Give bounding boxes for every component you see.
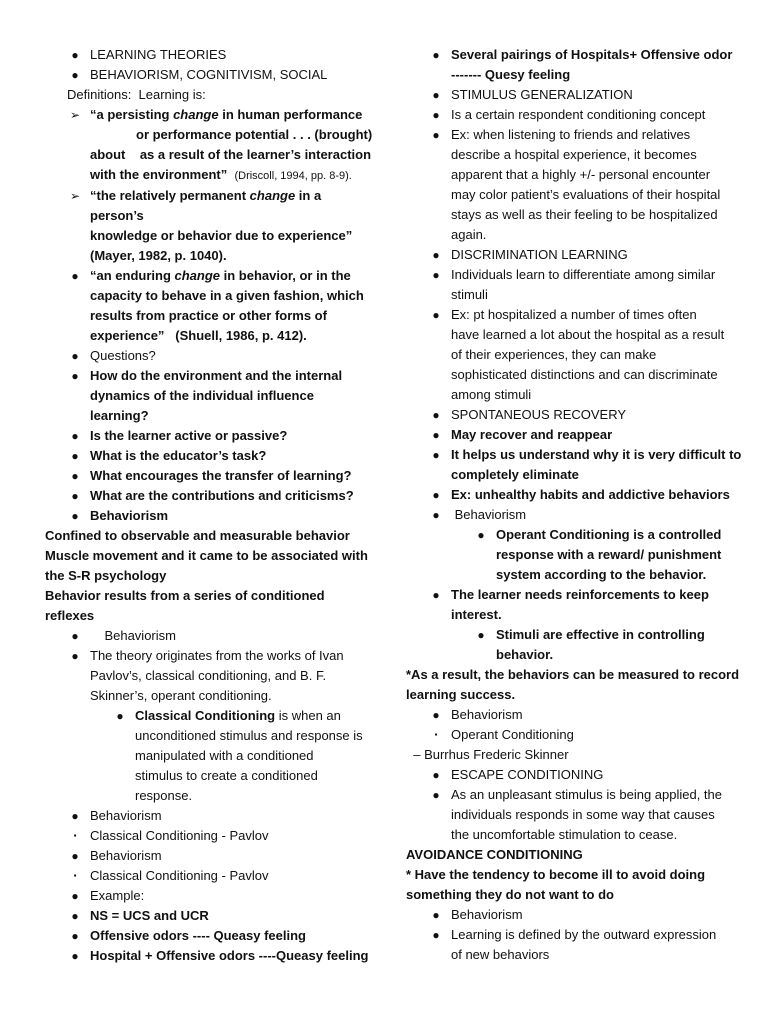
line-text: Offensive odors ---- Queasy feeling xyxy=(90,928,306,943)
text-line xyxy=(45,766,375,786)
text-line xyxy=(45,886,375,906)
line-text: Is a certain respondent conditioning concept xyxy=(451,107,706,122)
line-text: interest. xyxy=(451,607,502,622)
arrow-bullet-icon: ➢ xyxy=(69,189,81,203)
line-text: system according to the behavior. xyxy=(496,567,707,582)
line-text: * Have the tendency to become ill to avoid doing xyxy=(406,867,706,882)
text-line xyxy=(406,145,746,165)
bullet-icon: ● xyxy=(432,708,440,722)
text-line xyxy=(45,566,375,586)
text-line xyxy=(406,65,746,85)
text-line xyxy=(406,485,746,505)
line-text: What are the contributions and criticisms? xyxy=(90,488,354,503)
line-text: Ex: pt hospitalized a number of times often xyxy=(451,307,697,322)
line-text: SPONTANEOUS RECOVERY xyxy=(451,407,627,422)
bullet-icon: ● xyxy=(71,909,79,923)
line-text: ESCAPE CONDITIONING xyxy=(451,767,604,782)
bullet-icon: ● xyxy=(432,88,440,102)
line-text: Behaviorism xyxy=(451,707,523,722)
bullet-icon: ● xyxy=(432,408,440,422)
text-line xyxy=(406,385,746,405)
bullet-icon: ● xyxy=(432,588,440,602)
bullet-icon: ● xyxy=(432,48,440,62)
text-line xyxy=(45,426,375,446)
text-line xyxy=(45,346,375,366)
bullet-icon: ● xyxy=(432,428,440,442)
bullet-icon: ● xyxy=(71,629,79,643)
line-text: may color patient’s evaluations of their hospital xyxy=(451,187,721,202)
line-text: again. xyxy=(451,227,487,242)
line-text: Ex: unhealthy habits and addictive behaviors xyxy=(451,487,730,502)
line-text: How do the environment and the internal xyxy=(90,368,343,383)
text-line xyxy=(406,805,746,825)
line-text: Behaviorism xyxy=(90,808,162,823)
text-line xyxy=(406,45,746,65)
text-line xyxy=(406,925,746,945)
line-text: Definitions: Learning is: xyxy=(67,87,206,102)
line-text: behavior. xyxy=(496,647,554,662)
text-line xyxy=(45,306,375,326)
bullet-icon: ● xyxy=(432,448,440,462)
line-text: the S-R psychology xyxy=(45,568,167,583)
line-text: Operant Conditioning xyxy=(451,727,574,742)
line-text: of their experiences, they can make xyxy=(451,347,657,362)
text-line xyxy=(45,246,375,266)
text-line xyxy=(45,226,375,246)
line-text: NS = UCS and UCR xyxy=(90,908,209,923)
text-line xyxy=(45,526,375,546)
line-text: ------- Quesy feeling xyxy=(451,67,571,82)
text-line xyxy=(45,165,375,186)
text-line xyxy=(406,405,746,425)
text-line xyxy=(406,225,746,245)
line-text: The theory originates from the works of Ivan xyxy=(90,648,344,663)
text-line xyxy=(45,266,375,286)
text-line xyxy=(45,586,375,626)
line-text: Behaviorism xyxy=(90,628,176,643)
line-text: of new behaviors xyxy=(451,947,550,962)
bullet-icon: ● xyxy=(432,128,440,142)
left-column xyxy=(45,45,375,966)
arrow-bullet-icon: ➢ xyxy=(69,108,81,122)
line-text: Stimuli are effective in controlling xyxy=(496,627,705,642)
line-text: The learner needs reinforcements to keep xyxy=(451,587,709,602)
line-text: experience” (Shuell, 1986, p. 412). xyxy=(90,328,307,343)
text-line xyxy=(406,665,746,685)
line-text: dynamics of the individual influence learning? xyxy=(90,388,314,423)
line-text: May recover and reappear xyxy=(451,427,613,442)
text-line xyxy=(406,625,746,645)
text-line xyxy=(406,425,746,445)
line-text: Individuals learn to differentiate among similar xyxy=(451,267,716,282)
line-text: Questions? xyxy=(90,348,156,363)
text-line xyxy=(406,265,746,285)
line-text: Behaviorism xyxy=(451,907,523,922)
text-line xyxy=(45,45,375,65)
line-text: AVOIDANCE CONDITIONING xyxy=(406,847,583,862)
bullet-icon: ● xyxy=(71,489,79,503)
text-line xyxy=(406,585,746,605)
text-line xyxy=(406,345,746,365)
line-text: describe a hospital experience, it becomes xyxy=(451,147,697,162)
text-line xyxy=(406,765,746,785)
bullet-icon: ● xyxy=(71,429,79,443)
line-text: learning success. xyxy=(406,687,516,702)
bullet-icon: ● xyxy=(71,649,79,663)
text-line xyxy=(406,905,746,925)
line-text: “the relatively permanent change in a person’s xyxy=(90,188,322,223)
line-text: DISCRIMINATION LEARNING xyxy=(451,247,628,262)
text-line xyxy=(406,705,746,725)
line-text: stimulus to create a conditioned xyxy=(135,768,318,783)
line-text: about as a result of the learner’s interaction xyxy=(90,147,372,162)
right-column xyxy=(406,45,746,965)
text-line xyxy=(45,326,375,346)
text-line xyxy=(406,605,746,625)
line-text: Learning is defined by the outward expression xyxy=(451,927,717,942)
line-text: Example: xyxy=(90,888,145,903)
bullet-icon: ● xyxy=(477,528,485,542)
text-line xyxy=(406,565,746,585)
line-text: stays as well as their feeling to be hospitalized xyxy=(451,207,718,222)
line-text: unconditioned stimulus and response is xyxy=(135,728,363,743)
text-line xyxy=(45,746,375,766)
line-text: Skinner’s, operant conditioning. xyxy=(90,688,272,703)
bullet-icon: ● xyxy=(432,908,440,922)
line-text: It helps us understand why it is very difficult to xyxy=(451,447,742,462)
line-text: What is the educator’s task? xyxy=(90,448,267,463)
text-line xyxy=(406,85,746,105)
line-text: capacity to behave in a given fashion, which xyxy=(90,288,364,303)
line-text: STIMULUS GENERALIZATION xyxy=(451,87,633,102)
line-text: Behavior results from a series of conditioned reflexes xyxy=(45,588,325,623)
bullet-icon: ● xyxy=(432,788,440,802)
square-bullet-icon: ▪ xyxy=(73,831,77,840)
text-line xyxy=(45,386,375,426)
line-text: Several pairings of Hospitals+ Offensive odor xyxy=(451,47,733,62)
bullet-icon: ● xyxy=(432,308,440,322)
line-text: “an enduring change in behavior, or in the xyxy=(90,268,351,283)
text-line xyxy=(45,946,375,966)
bullet-icon: ● xyxy=(432,508,440,522)
line-text: Behaviorism xyxy=(90,848,162,863)
line-text: with the environment” (Driscoll, 1994, pp. 8-9). xyxy=(90,167,352,182)
line-text: Muscle movement and it came to be associated with xyxy=(45,548,368,563)
text-line xyxy=(406,205,746,225)
text-line xyxy=(406,525,746,545)
text-line xyxy=(406,685,746,705)
text-line xyxy=(406,785,746,805)
text-line xyxy=(45,866,375,886)
bullet-icon: ● xyxy=(71,809,79,823)
bullet-icon: ● xyxy=(71,449,79,463)
text-line xyxy=(45,506,375,526)
text-line xyxy=(45,366,375,386)
text-line xyxy=(45,906,375,926)
bullet-icon: ● xyxy=(432,488,440,502)
text-line xyxy=(45,926,375,946)
text-line xyxy=(406,945,746,965)
text-line xyxy=(45,846,375,866)
line-text: Confined to observable and measurable behavior xyxy=(45,528,350,543)
bullet-icon: ● xyxy=(432,768,440,782)
text-line xyxy=(45,446,375,466)
text-line xyxy=(406,105,746,125)
line-text: Behaviorism xyxy=(451,507,527,522)
line-text: results from practice or other forms of xyxy=(90,308,327,323)
text-line xyxy=(406,305,746,325)
bullet-icon: ● xyxy=(71,929,79,943)
text-line xyxy=(45,646,375,666)
line-text: have learned a lot about the hospital as a result xyxy=(451,327,725,342)
text-line xyxy=(45,626,375,646)
bullet-icon: ● xyxy=(71,849,79,863)
line-text: Hospital + Offensive odors ----Queasy feeling xyxy=(90,948,369,963)
bullet-icon: ● xyxy=(116,709,124,723)
line-text: *As a result, the behaviors can be measured to record xyxy=(406,667,740,682)
line-text: the uncomfortable stimulation to cease. xyxy=(451,827,678,842)
text-line xyxy=(406,125,746,145)
text-line xyxy=(45,286,375,306)
bullet-icon: ● xyxy=(71,269,79,283)
bullet-icon: ● xyxy=(432,108,440,122)
text-line xyxy=(406,745,746,765)
text-line xyxy=(45,105,375,125)
line-text: – Burrhus Frederic Skinner xyxy=(406,747,569,762)
text-line xyxy=(45,786,375,806)
line-text: (Mayer, 1982, p. 1040). xyxy=(90,248,227,263)
text-line xyxy=(45,125,375,145)
text-line xyxy=(45,65,375,85)
line-text: What encourages the transfer of learning? xyxy=(90,468,352,483)
line-text: response. xyxy=(135,788,193,803)
square-bullet-icon: ▪ xyxy=(73,871,77,880)
text-line xyxy=(406,845,746,865)
line-text: knowledge or behavior due to experience” xyxy=(90,228,353,243)
text-line xyxy=(406,885,746,905)
line-text: Ex: when listening to friends and relatives xyxy=(451,127,691,142)
line-text: Classical Conditioning - Pavlov xyxy=(90,868,269,883)
bullet-icon: ● xyxy=(71,949,79,963)
text-line xyxy=(406,185,746,205)
bullet-icon: ● xyxy=(432,928,440,942)
bullet-icon: ● xyxy=(71,68,79,82)
bullet-icon: ● xyxy=(71,889,79,903)
text-line xyxy=(406,825,746,845)
text-line xyxy=(406,645,746,665)
text-line xyxy=(45,726,375,746)
text-line xyxy=(406,725,746,745)
text-line xyxy=(406,445,746,465)
line-text: Operant Conditioning is a controlled xyxy=(496,527,722,542)
line-text: “a persisting change in human performance xyxy=(90,107,363,122)
line-text: stimuli xyxy=(451,287,488,302)
text-line xyxy=(45,85,375,105)
text-line xyxy=(45,686,375,706)
text-line xyxy=(45,806,375,826)
line-text: Pavlov’s, classical conditioning, and B. F. xyxy=(90,668,327,683)
text-line xyxy=(45,466,375,486)
bullet-icon: ● xyxy=(71,48,79,62)
text-line xyxy=(45,546,375,566)
text-line xyxy=(45,486,375,506)
text-line xyxy=(45,706,375,726)
line-text: LEARNING THEORIES xyxy=(90,47,227,62)
bullet-icon: ● xyxy=(432,268,440,282)
bullet-icon: ● xyxy=(432,248,440,262)
line-text: response with a reward/ punishment xyxy=(496,547,722,562)
text-line xyxy=(406,545,746,565)
text-line xyxy=(406,285,746,305)
text-line xyxy=(406,465,746,485)
text-line xyxy=(406,365,746,385)
line-text: BEHAVIORISM, COGNITIVISM, SOCIAL xyxy=(90,67,328,82)
bullet-icon: ● xyxy=(71,349,79,363)
text-line xyxy=(45,145,375,165)
line-text: sophisticated distinctions and can discriminate xyxy=(451,367,718,382)
text-line xyxy=(406,505,746,525)
text-line xyxy=(45,826,375,846)
text-line xyxy=(406,165,746,185)
line-text: Classical Conditioning - Pavlov xyxy=(90,828,269,843)
line-text: completely eliminate xyxy=(451,467,579,482)
line-text: manipulated with a conditioned xyxy=(135,748,314,763)
bullet-icon: ● xyxy=(71,509,79,523)
bullet-icon: ● xyxy=(71,369,79,383)
line-text: something they do not want to do xyxy=(406,887,614,902)
line-text: individuals responds in some way that causes xyxy=(451,807,715,822)
line-text: among stimuli xyxy=(451,387,532,402)
line-text: Classical Conditioning is when an xyxy=(135,708,341,723)
text-line xyxy=(45,666,375,686)
square-bullet-icon: ▪ xyxy=(434,730,438,739)
line-text: As an unpleasant stimulus is being applied, the xyxy=(451,787,723,802)
line-text: or performance potential . . . (brought) xyxy=(136,127,373,142)
text-line xyxy=(45,186,375,226)
bullet-icon: ● xyxy=(477,628,485,642)
line-text: Behaviorism xyxy=(90,508,169,523)
line-text: Is the learner active or passive? xyxy=(90,428,288,443)
text-line xyxy=(406,865,746,885)
text-line xyxy=(406,325,746,345)
bullet-icon: ● xyxy=(71,469,79,483)
text-line xyxy=(406,245,746,265)
line-text: apparent that a highly +/- personal encounter xyxy=(451,167,711,182)
